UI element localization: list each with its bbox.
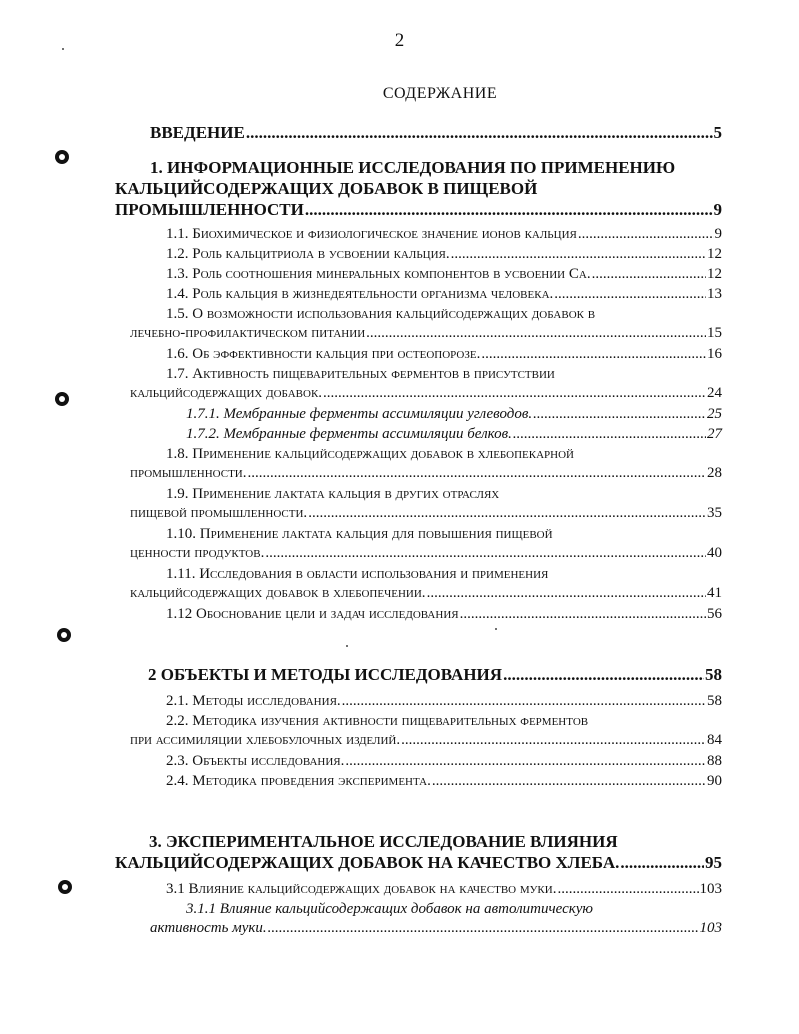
toc-entry-3-1[interactable]: 3.1 Влияние кальцийсодержащих добавок на качество муки. ..... 103 bbox=[166, 880, 722, 899]
toc-entry-introduction[interactable]: ВВЕДЕНИЕ ..... 5 bbox=[150, 122, 722, 143]
page-number: 2 bbox=[394, 30, 405, 51]
toc-entry-chapter-1[interactable]: 1. ИНФОРМАЦИОННЫЕ ИССЛЕДОВАНИЯ ПО ПРИМЕНЕНИЮ КАЛЬЦИЙСОДЕРЖАЩИХ ДОБАВОК В ПИЩЕВОЙ ПРОМЫШЛЕННОСТИ ..... 9 bbox=[115, 157, 722, 220]
page-ref: 9 bbox=[713, 200, 722, 219]
toc-title: СОДЕРЖАНИЕ bbox=[382, 85, 498, 102]
toc-entry-chapter-3[interactable]: 3. ЭКСПЕРИМЕНТАЛЬНОЕ ИССЛЕДОВАНИЕ ВЛИЯНИЯ КАЛЬЦИЙСОДЕРЖАЩИХ ДОБАВОК НА КАЧЕСТВО ХЛЕБА. ..... 95 bbox=[115, 831, 722, 873]
toc-entry-1-7-1[interactable]: 1.7.1. Мембранные ферменты ассимиляции углеводов. ..... 25 bbox=[186, 405, 722, 424]
toc-entry-2-1[interactable]: 2.1. Методы исследования. ..... 58 bbox=[166, 692, 722, 711]
toc-entry-1-4[interactable]: 1.4. Роль кальция в жизнедеятельности организма человека. ..... 13 bbox=[166, 285, 722, 304]
binder-hole-mark bbox=[55, 392, 69, 406]
binder-hole-mark bbox=[57, 628, 71, 642]
toc-entry-2-4[interactable]: 2.4. Методика проведения эксперимента. ..... 90 bbox=[166, 772, 722, 791]
scan-speck bbox=[62, 48, 64, 50]
toc-entry-1-6[interactable]: 1.6. Об эффективности кальция при остеопорозе. ..... 16 bbox=[166, 345, 722, 364]
toc-entry-1-7-2[interactable]: 1.7.2. Мембранные ферменты ассимиляции белков. ..... 27 bbox=[186, 425, 722, 444]
toc-entry-1-3[interactable]: 1.3. Роль соотношения минеральных компонентов в усвоении Са. ..... 12 bbox=[166, 265, 722, 284]
toc-entry-1-10[interactable]: 1.10. Применение лактата кальция для повышения пищевой ценности продуктов. ..... 40 bbox=[130, 525, 722, 563]
toc-entry-1-8[interactable]: 1.8. Применение кальцийсодержащих добавок в хлебопекарной промышленности. ..... 28 bbox=[130, 445, 722, 483]
toc-entry-2-2[interactable]: 2.2. Методика изучения активности пищеварительных ферментов при ассимиляции хлебобулочных изделий. ..... 84 bbox=[130, 712, 722, 750]
binder-hole-mark bbox=[58, 880, 72, 894]
scan-speck bbox=[346, 645, 348, 647]
scan-speck bbox=[495, 628, 497, 630]
toc-entry-1-12[interactable]: 1.12 Обоснование цели и задач исследования ..... 56 bbox=[166, 605, 722, 624]
toc-entry-1-1[interactable]: 1.1. Биохимическое и физиологическое значение ионов кальция ..... 9 bbox=[166, 225, 722, 244]
toc-entry-1-2[interactable]: 1.2. Роль кальцитриола в усвоении кальция. ..... 12 bbox=[166, 245, 722, 264]
toc-entry-chapter-2[interactable]: 2 ОБЪЕКТЫ И МЕТОДЫ ИССЛЕДОВАНИЯ ..... 58 bbox=[148, 664, 722, 685]
binder-hole-mark bbox=[55, 150, 69, 164]
toc-entry-1-11[interactable]: 1.11. Исследования в области использования и применения кальцийсодержащих добавок в хлебопечении. ..... 41 bbox=[130, 565, 722, 603]
toc-entry-3-1-1[interactable]: 3.1.1 Влияние кальцийсодержащих добавок на автолитическую активность муки. ..... 103 bbox=[150, 900, 722, 938]
toc-entry-1-7[interactable]: 1.7. Активность пищеварительных ферментов в присутствии кальцийсодержащих добавок. ..... 24 bbox=[130, 365, 722, 403]
toc-entry-1-5[interactable]: 1.5. О возможности использования кальцийсодержащих добавок в лечебно-профилактическом питании ..... 15 bbox=[130, 305, 722, 343]
toc-entry-2-3[interactable]: 2.3. Объекты исследования. ..... 88 bbox=[166, 752, 722, 771]
page-ref: 5 bbox=[713, 123, 722, 142]
toc-entry-1-9[interactable]: 1.9. Применение лактата кальция в других отраслях пищевой промышленности. ..... 35 bbox=[130, 485, 722, 523]
